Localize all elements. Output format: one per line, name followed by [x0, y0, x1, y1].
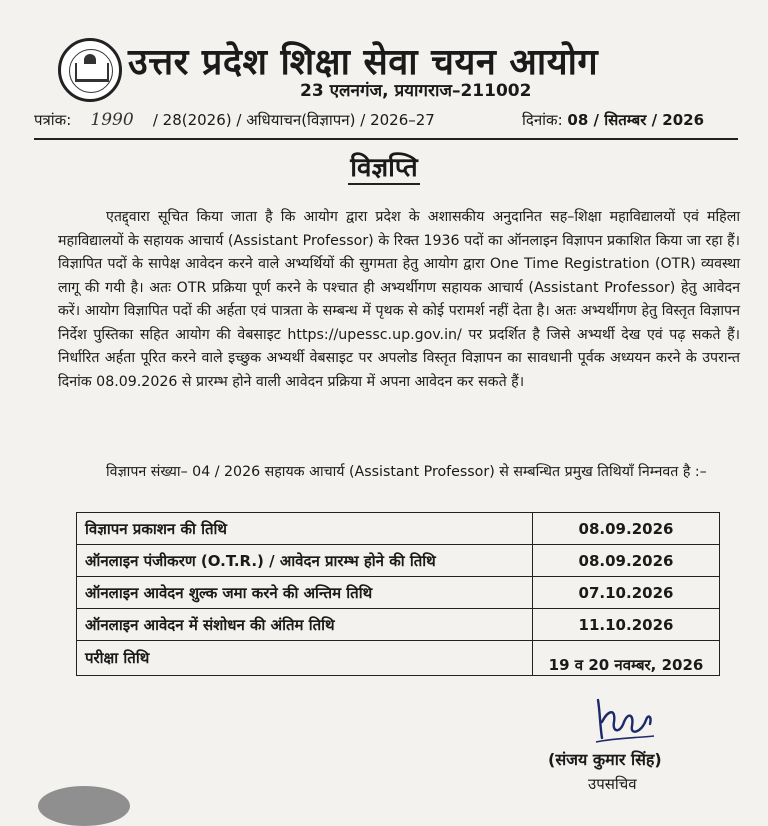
reference-number: 1990 [90, 110, 134, 130]
date-cell: 08.09.2026 [533, 545, 720, 577]
organization-address: 23 एलनगंज, प्रयागराज–211002 [300, 81, 532, 101]
date-value: 08 / सितम्बर / 2026 [567, 111, 705, 129]
date-cell [533, 641, 720, 676]
header-divider [34, 138, 738, 140]
date-cell: 08.09.2026 [533, 513, 720, 545]
date-label: दिनांक: [522, 111, 563, 129]
reference-line [34, 110, 734, 130]
important-dates-table [76, 512, 720, 676]
table-row [77, 641, 720, 676]
table-row [77, 577, 720, 609]
event-cell: ऑनलाइन पंजीकरण (O.T.R.) / आवेदन प्रारम्भ होने की तिथि [77, 545, 533, 577]
notice-title-text: विज्ञप्ति [350, 153, 418, 183]
signatory-designation: उपसचिव [588, 775, 637, 793]
event-cell: परीक्षा तिथि [77, 641, 533, 676]
body-paragraph-1: एतद्द्वारा सूचित किया जाता है कि आयोग द्वारा प्रदेश के अशासकीय अनुदानित सह–शिक्षा महाविद्यालयों एवं महिला महाविद्यालयों के सहायक आचार्य (Assistant Professor) के रिक्त 1936 पदों का ऑनलाइन विज्ञापन प्रकाशित किया जा रहा हैं। विज्ञापित पदों के सापेक्ष आवेदन करने वाले अभ्यर्थियों की सुगमता हेतु आयोग द्वारा One Time Registration (OTR) व्यवस्था लागू की गयी है। अतः OTR प्रक्रिया पूर्ण करने के पश्चात ही अभ्यर्थीगण सहायक आचार्य (Assistant Professor) हेतु आवेदन करें। आयोग विज्ञापित पदों की अर्हता एवं पात्रता के सम्बन्ध में पृथक से कोई परामर्श नहीं देता है। अतः अभ्यर्थीगण हेतु विस्तृत विज्ञापन निर्देश पुस्तिका सहित आयोग की वेबसाइट https://upessc.up.gov.in/ पर प्रदर्शित है जिसे अभ्यर्थी देख एवं पढ़ सकते हैं। निर्धारित अर्हता पूरित करने वाले इच्छुक अभ्यर्थी वेबसाइट पर अपलोड विस्तृत विज्ञापन का सावधानी पूर्वक अध्ययन करने के उपरान्त दिनांक 08.09.2026 से प्रारम्भ होने वाली आवेदन प्रक्रिया में अपना आवेदन कर सकते हैं। [58, 209, 740, 390]
commission-seal-icon [58, 38, 122, 102]
date-cell: 07.10.2026 [533, 577, 720, 609]
corner-shadow [38, 786, 130, 826]
signatory-name: (संजय कुमार सिंह) [548, 750, 662, 769]
exam-date: 19 व 20 नवम्बर, 2026 [548, 656, 704, 674]
organization-name: उत्तर प्रदेश शिक्षा सेवा चयन आयोग [128, 42, 599, 83]
handwritten-signature [590, 692, 660, 748]
event-cell: ऑनलाइन आवेदन में संशोधन की अंतिम तिथि [77, 609, 533, 641]
date-cell: 11.10.2026 [533, 609, 720, 641]
notice-date [522, 110, 704, 130]
reference-label: पत्रांक: [34, 111, 72, 129]
table-row [77, 609, 720, 641]
reference-suffix: / 28(2026) / अधियाचन(विज्ञापन) / 2026–27 [152, 111, 435, 129]
schedule-intro [58, 461, 740, 484]
table-row [77, 513, 720, 545]
notice-title [0, 148, 768, 184]
notice-body [58, 206, 740, 394]
event-cell: विज्ञापन प्रकाशन की तिथि [77, 513, 533, 545]
table-row [77, 545, 720, 577]
body-paragraph-2: विज्ञापन संख्या– 04 / 2026 सहायक आचार्य (Assistant Professor) से सम्बन्धित प्रमुख तिथियाँ निम्नवत है :– [106, 464, 707, 480]
event-cell: ऑनलाइन आवेदन शुल्क जमा करने की अन्तिम तिथि [77, 577, 533, 609]
